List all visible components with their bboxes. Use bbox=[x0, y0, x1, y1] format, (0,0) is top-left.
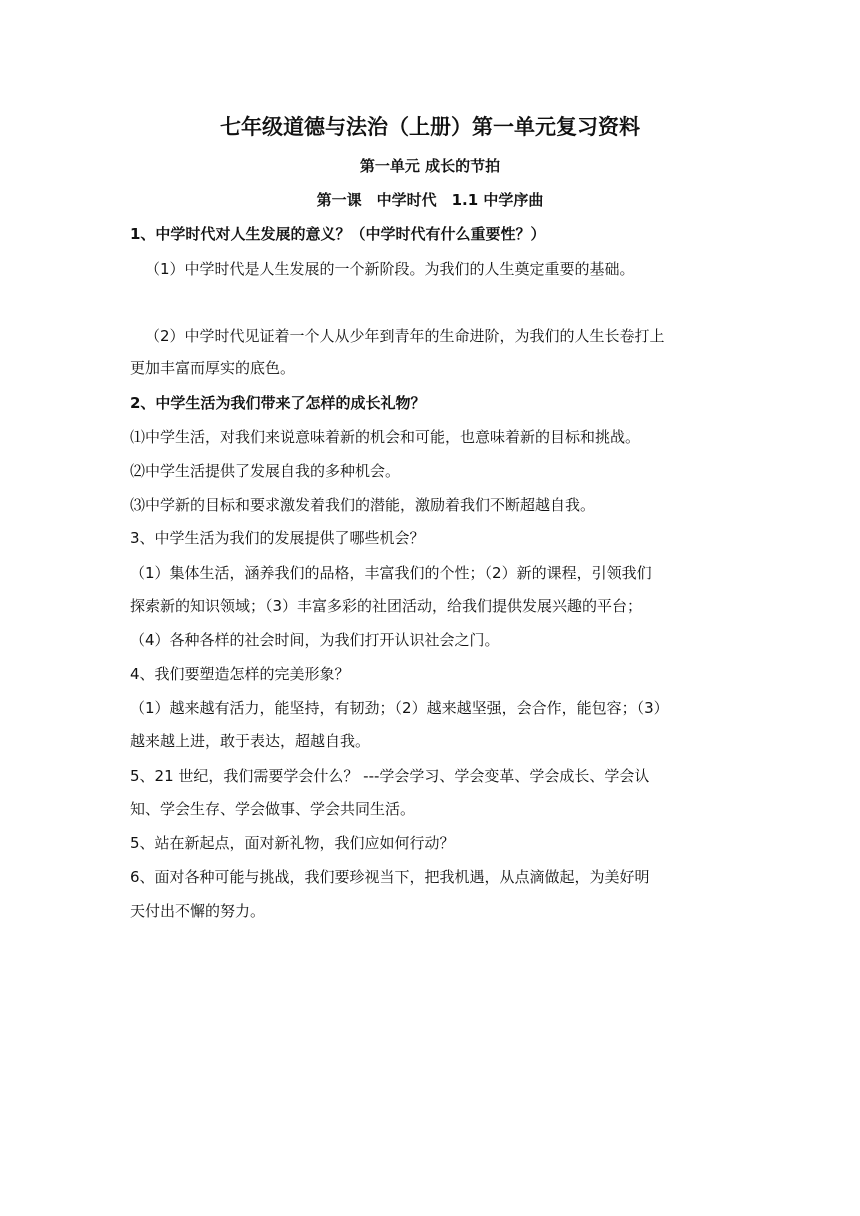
answer-3-line-2: 探索新的知识领域；（3）丰富多彩的社团活动，给我们提供发展兴趣的平台； bbox=[130, 597, 643, 615]
answer-2-point-3: ⑶中学新的目标和要求激发着我们的潜能，激励着我们不断超越自我。 bbox=[130, 496, 596, 514]
question-5b-heading: 5、站在新起点，面对新礼物，我们应如何行动？ bbox=[130, 834, 455, 852]
answer-4-line-1: （1）越来越有活力，能坚持，有韧劲；（2）越来越坚强，会合作，能包容；（3） bbox=[130, 699, 669, 717]
question-5-line-2: 知、学会生存、学会做事、学会共同生活。 bbox=[130, 800, 416, 818]
question-6-line-2: 天付出不懈的努力。 bbox=[130, 902, 266, 920]
question-2-heading: 2、中学生活为我们带来了怎样的成长礼物？ bbox=[130, 394, 426, 412]
question-6-line-1: 6、面对各种可能与挑战，我们要珍视当下，把我机遇，从点滴做起，为美好明 bbox=[130, 868, 650, 886]
unit-heading: 第一单元 成长的节拍 bbox=[359, 157, 501, 175]
document-title: 七年级道德与法治（上册）第一单元复习资料 bbox=[220, 115, 640, 139]
answer-1-point-2: （2）中学时代见证着一个人从少年到青年的生命进阶，为我们的人生长卷打上 bbox=[145, 327, 665, 345]
answer-2-point-2: ⑵中学生活提供了发展自我的多种机会。 bbox=[130, 462, 401, 480]
answer-1-point-1: （1）中学时代是人生发展的一个新阶段。为我们的人生奠定重要的基础。 bbox=[145, 260, 635, 278]
answer-4-line-2: 越来越上进，敢于表达，超越自我。 bbox=[130, 732, 371, 750]
answer-3-line-3: （4）各种各样的社会时间，为我们打开认识社会之门。 bbox=[130, 631, 500, 649]
question-5-line-1: 5、21 世纪，我们需要学会什么？ ---学会学习、学会变革、学会成长、学会认 bbox=[130, 767, 650, 785]
question-3-heading: 3、中学生活为我们的发展提供了哪些机会？ bbox=[130, 529, 425, 547]
question-4-heading: 4、我们要塑造怎样的完美形象？ bbox=[130, 665, 350, 683]
answer-1-point-2-cont: 更加丰富而厚实的底色。 bbox=[130, 359, 296, 377]
question-1-heading: 1、中学时代对人生发展的意义？（中学时代有什么重要性？） bbox=[130, 225, 546, 243]
answer-2-point-1: ⑴中学生活，对我们来说意味着新的机会和可能，也意味着新的目标和挑战。 bbox=[130, 428, 641, 446]
answer-3-line-1: （1）集体生活，涵养我们的品格，丰富我们的个性；（2）新的课程，引领我们 bbox=[130, 564, 652, 582]
lesson-heading: 第一课 中学时代 1.1 中学序曲 bbox=[316, 191, 544, 209]
